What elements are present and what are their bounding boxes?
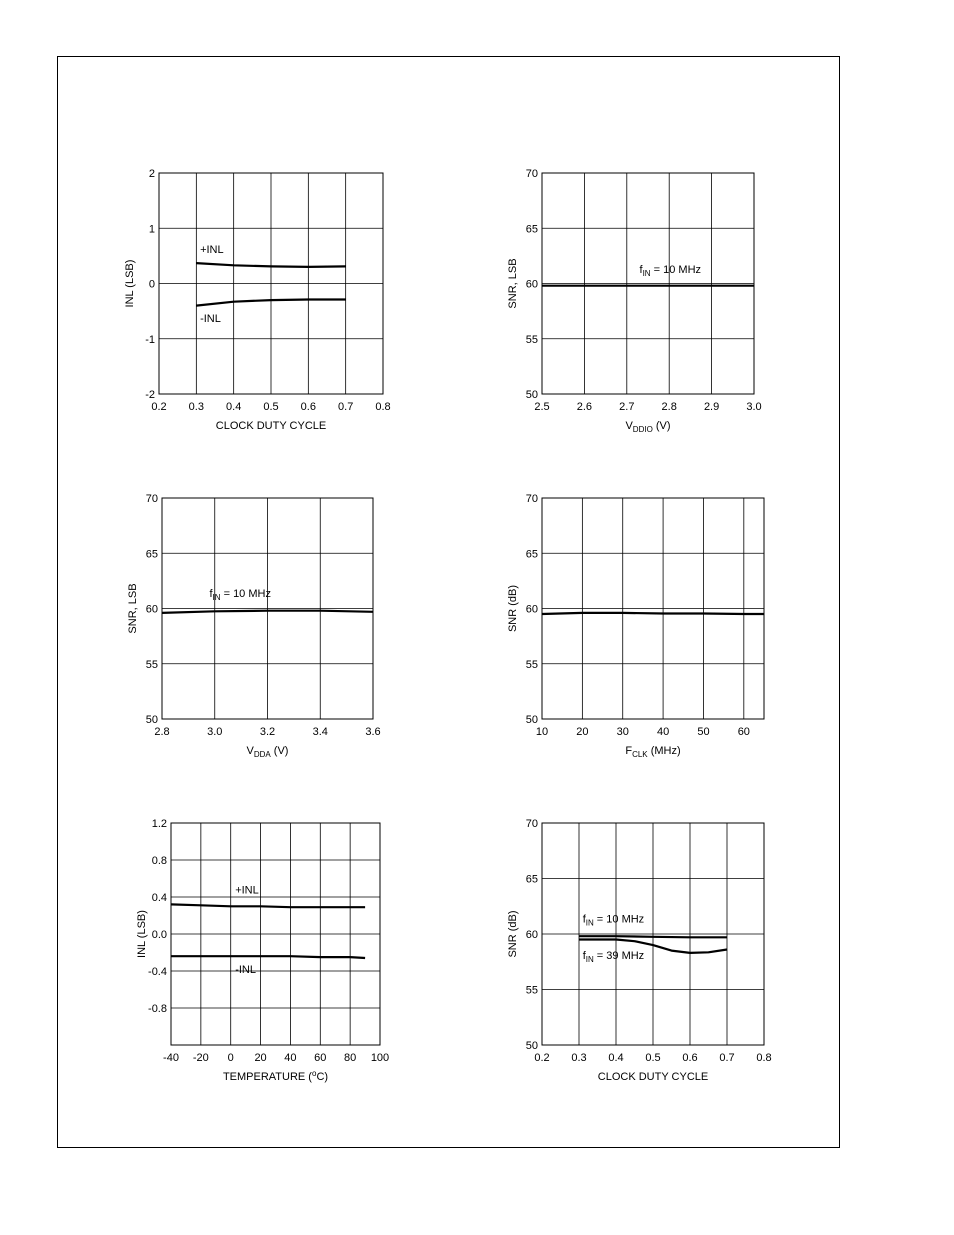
annotation-subscript: IN: [585, 918, 594, 928]
x-tick-label: 0.6: [682, 1052, 698, 1064]
series-annotation: [640, 264, 702, 278]
y-tick-label: 60: [145, 603, 158, 616]
annotation-rest: = 10 MHz: [220, 588, 271, 601]
y-axis-label: INL (LSB): [136, 910, 148, 958]
y-tick-label: 0.8: [151, 855, 167, 867]
x-tick-label: 2.7: [619, 401, 635, 413]
y-tick-label: 65: [525, 548, 538, 561]
x-tick-label: 3.0: [746, 401, 762, 413]
y-tick-label: 55: [525, 333, 538, 346]
annotation-main: f: [582, 950, 586, 963]
x-tick-label: 0.3: [188, 401, 204, 413]
y-tick-label: -1: [145, 333, 155, 346]
y-tick-label: 70: [525, 818, 538, 830]
series-line: [171, 956, 365, 958]
x-tick-label: 3.2: [259, 726, 276, 738]
x-axis-label: [625, 420, 670, 434]
x-axis-label: [247, 745, 289, 759]
y-tick-label: 50: [525, 1040, 538, 1052]
y-tick-label: 65: [525, 873, 538, 886]
x-tick-label: 2.9: [703, 401, 720, 413]
x-tick-label: 100: [370, 1052, 390, 1064]
x-axis-label: [223, 1069, 328, 1083]
annotation-subscript: IN: [642, 269, 651, 279]
x-tick-label: 80: [344, 1052, 357, 1064]
x-tick-label: 30: [616, 726, 629, 738]
y-tick-label: -0.4: [148, 966, 167, 978]
y-axis-label: SNR (dB): [507, 584, 519, 633]
x-tick-label: 50: [697, 726, 710, 738]
y-tick-label: 0.0: [151, 929, 167, 941]
series-annotation: +INL: [200, 244, 224, 257]
y-tick-label: 55: [525, 984, 538, 997]
annotation-rest: = 39 MHz: [593, 950, 645, 963]
annotation-rest: = 10 MHz: [593, 913, 645, 926]
y-tick-label: 2: [148, 168, 155, 180]
y-tick-label: 55: [525, 658, 538, 671]
series-annotation: -INL: [235, 964, 256, 977]
x-tick-label: 2.6: [576, 401, 593, 413]
y-tick-label: 70: [525, 493, 538, 505]
annotation-main: f: [582, 913, 586, 926]
y-axis-label: INL (LSB): [124, 259, 136, 308]
series-annotation: -INL: [200, 312, 221, 325]
y-tick-label: -0.8: [148, 1003, 167, 1015]
chart-4: [507, 493, 764, 759]
y-tick-label: 55: [145, 658, 158, 671]
series-line: [579, 936, 727, 937]
y-tick-label: 70: [145, 493, 158, 505]
x-axis-label-main: V: [625, 420, 633, 432]
x-tick-label: 3.0: [207, 726, 223, 738]
x-tick-label: 0.4: [226, 401, 242, 413]
x-axis-label-rest: (MHz): [647, 745, 681, 757]
y-tick-label: 60: [525, 278, 538, 291]
x-tick-label: 0.5: [263, 401, 279, 413]
x-tick-label: 60: [737, 726, 750, 738]
x-tick-label: 0.8: [375, 401, 391, 413]
series-annotation: [583, 913, 645, 927]
chart-5: [136, 818, 389, 1083]
y-tick-label: 60: [525, 603, 538, 616]
series-annotation: [583, 950, 645, 964]
y-tick-label: 50: [145, 714, 158, 726]
x-tick-label: 10: [535, 726, 549, 738]
y-tick-label: 50: [525, 389, 538, 401]
y-tick-label: 0.4: [151, 892, 167, 904]
chart-2: [507, 168, 762, 434]
y-tick-label: 60: [525, 929, 538, 941]
x-axis-label-main: V: [246, 745, 254, 757]
x-tick-label: 0.5: [645, 1052, 661, 1064]
y-tick-label: 65: [145, 548, 158, 561]
x-axis-label-main: TEMPERATURE (: [222, 1071, 312, 1083]
x-axis-label-main: F: [625, 745, 633, 757]
x-tick-label: 0.7: [338, 401, 354, 413]
x-tick-label: 2.5: [534, 401, 550, 413]
series-annotation: [209, 588, 271, 602]
x-tick-label: 0.6: [300, 401, 316, 413]
x-tick-label: 0.2: [151, 401, 167, 413]
x-axis-label: [625, 745, 680, 759]
x-tick-label: 0.3: [571, 1052, 587, 1064]
y-tick-label: 1.2: [151, 818, 167, 830]
annotation-main: f: [639, 264, 643, 277]
x-tick-label: 0.8: [756, 1052, 772, 1064]
x-axis-label: CLOCK DUTY CYCLE: [215, 420, 327, 432]
y-tick-label: 65: [525, 223, 538, 236]
y-axis-label: SNR, LSB: [127, 583, 139, 634]
x-tick-label: 3.6: [365, 726, 381, 738]
x-tick-label: 60: [314, 1052, 327, 1064]
y-axis-label: SNR, LSB: [507, 258, 519, 309]
x-tick-label: 3.4: [312, 726, 328, 738]
x-axis-label: CLOCK DUTY CYCLE: [597, 1071, 709, 1083]
chart-3: [127, 493, 381, 759]
annotation-subscript: IN: [585, 955, 594, 965]
x-tick-label: 0: [227, 1052, 234, 1064]
annotation-subscript: IN: [212, 593, 221, 603]
annotation-rest: = 10 MHz: [650, 264, 702, 277]
x-tick-label: 20: [576, 726, 589, 738]
x-axis-label-rest: C): [316, 1071, 329, 1083]
series-line: [171, 904, 365, 907]
annotation-main: f: [209, 588, 213, 601]
x-axis-label-subscript: CLK: [632, 750, 648, 759]
chart-6: [507, 818, 772, 1083]
y-tick-label: 70: [525, 168, 538, 180]
y-tick-label: 1: [148, 223, 155, 236]
x-tick-label: 2.8: [154, 726, 170, 738]
y-tick-label: -2: [145, 389, 155, 401]
x-axis-label-rest: (V): [652, 420, 671, 432]
x-tick-label: 0.4: [608, 1052, 624, 1064]
y-tick-label: 50: [525, 714, 538, 726]
x-tick-label: 20: [254, 1052, 267, 1064]
x-tick-label: -20: [192, 1052, 209, 1064]
y-tick-label: 0: [148, 278, 155, 291]
x-tick-label: 40: [284, 1052, 297, 1064]
y-axis-label: SNR (dB): [507, 910, 519, 958]
x-tick-label: 40: [656, 726, 670, 738]
x-tick-label: -40: [163, 1052, 179, 1064]
x-axis-label-subscript: DDA: [253, 750, 271, 759]
series-annotation: +INL: [235, 884, 259, 897]
x-axis-label-rest: (V): [270, 745, 289, 757]
series-line: [542, 613, 764, 614]
x-axis-label-subscript: DDIO: [632, 425, 653, 434]
x-tick-label: 0.2: [534, 1052, 550, 1064]
x-tick-label: 2.8: [661, 401, 677, 413]
x-tick-label: 0.7: [719, 1052, 735, 1064]
chart-1: [124, 168, 391, 432]
x-axis-label-superscript: o: [311, 1069, 317, 1078]
